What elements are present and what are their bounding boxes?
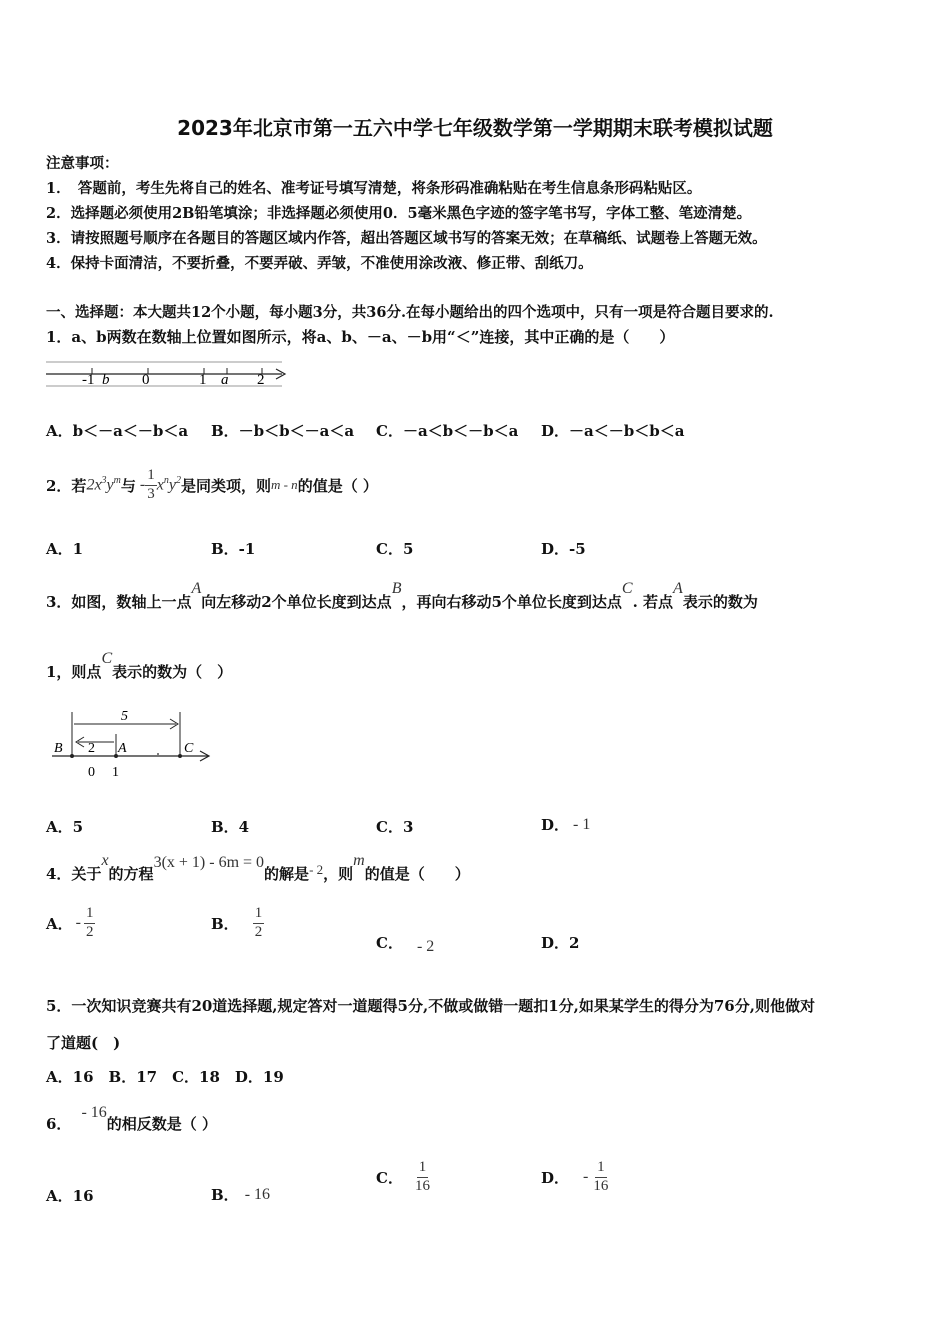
axis-label-b: b <box>102 372 110 388</box>
q4-option-a: A． - $\frac{1}{2}$ <box>46 905 94 940</box>
q6-option-d: D． - $\frac{1}{16}$ <box>541 1159 609 1194</box>
notice-heading: 注意事项： <box>46 155 119 172</box>
q5-stem-line2: 了道题( ) <box>46 1034 121 1052</box>
figure-label-1: 1 <box>112 765 119 780</box>
q2-option-a: A．1 <box>46 540 84 558</box>
q3-stem-line1: 3．如图，数轴上一点 A 向左移动2个单位长度到达点 B ，再向右移动5个单位长度到达点 C . 若点 A 表示的数为 <box>46 580 758 611</box>
q2-fraction: $\frac{1}{3}$ <box>147 466 155 502</box>
q2-term2: $x^ny^2$ <box>156 475 181 494</box>
figure-label-2: 2 <box>88 741 95 756</box>
q3-stem-line2: 1，则点 C 表示的数为（ ） <box>46 650 233 681</box>
axis-label-0: 0 <box>142 372 150 388</box>
q3-option-d: D． - 1 <box>541 815 591 834</box>
axis-label-neg1: -1 <box>82 372 95 388</box>
q2-option-c: C．5 <box>376 540 414 558</box>
q4-option-d: D．2 <box>541 934 580 952</box>
q2-term1: $2x^3y^m$ <box>86 475 121 494</box>
q5-stem-line1: 5．一次知识竞赛共有20道选择题,规定答对一道题得5分,不做或做错一题扣1分,如果某学生的得分为76分,则他做对 <box>46 997 815 1015</box>
q6-option-b: B． - 16 <box>211 1185 271 1204</box>
q3-option-b: B．4 <box>211 818 250 836</box>
q3-option-a: A．5 <box>46 818 84 836</box>
figure-label-A: A <box>118 741 127 756</box>
figure-label-0: 0 <box>88 765 95 780</box>
figure-label-C: C <box>184 741 194 756</box>
q1-option-d: D．－a＜－b＜b＜a <box>541 422 685 440</box>
axis-label-2: 2 <box>257 372 265 388</box>
q2-option-d: D．-5 <box>541 540 586 558</box>
figure-label-5: 5 <box>121 709 128 724</box>
q6-stem: 6． - 16 的相反数是（ ） <box>46 1104 217 1133</box>
q1-option-b: B．－b＜b＜－a＜a <box>211 422 355 440</box>
q4-stem: 4．关于 x 的方程 3(x + 1) - 6m = 0 的解是 - 2 ，则 m 的值是（ ） <box>46 852 470 883</box>
figure-label-B: B <box>54 741 63 756</box>
q2-stem: 2．若 $2x^3y^m$ 与 - $\frac{1}{3}$ $x^ny^2$ 是同类项，则 m - n 的值是（ ） <box>46 466 378 502</box>
q1-number-line <box>44 352 290 392</box>
q4-option-c: C． - 2 <box>376 934 435 955</box>
page-title: 2023年北京市第一五六中学七年级数学第一学期期末联考模拟试题 <box>177 116 773 140</box>
q3-number-line-figure <box>48 704 218 786</box>
q4-equation: 3(x + 1) - 6m = 0 <box>153 854 265 871</box>
q5-options: A．16 B．17 C．18 D．19 <box>46 1068 284 1086</box>
q4-option-b: B． $\frac{1}{2}$ <box>211 905 263 940</box>
notice-item-3: 3．请按照题号顺序在各题目的答题区域内作答，超出答题区域书写的答案无效；在草稿纸、试题卷上答题无效。 <box>46 230 767 247</box>
axis-label-1: 1 <box>199 372 207 388</box>
q6-option-a: A．16 <box>46 1187 94 1205</box>
notice-item-4: 4．保持卡面清洁，不要折叠，不要弄破、弄皱，不准使用涂改液、修正带、刮纸刀。 <box>46 255 593 272</box>
q3-option-c: C．3 <box>376 818 414 836</box>
q1-option-c: C．－a＜b＜－b＜a <box>376 422 519 440</box>
notice-item-1: 1． 答题前，考生先将自己的姓名、准考证号填写清楚，将条形码准确粘贴在考生信息条形码粘贴区。 <box>46 180 702 197</box>
q6-option-c: C． $\frac{1}{16}$ <box>376 1159 430 1194</box>
q1-stem: 1．a、b两数在数轴上位置如图所示，将a、b、－a、－b用“＜”连接，其中正确的是（ ） <box>46 328 675 346</box>
q1-option-a: A．b＜－a＜－b＜a <box>46 422 189 440</box>
q2-option-b: B．-1 <box>211 540 256 558</box>
axis-label-a: a <box>221 372 229 388</box>
section-heading: 一、选择题：本大题共12个小题，每小题3分，共36分.在每小题给出的四个选项中，只有一项是符合题目要求的. <box>46 304 774 321</box>
notice-item-2: 2．选择题必须使用2B铅笔填涂；非选择题必须使用0．5毫米黑色字迹的签字笔书写，字体工整、笔迹清楚。 <box>46 205 752 222</box>
